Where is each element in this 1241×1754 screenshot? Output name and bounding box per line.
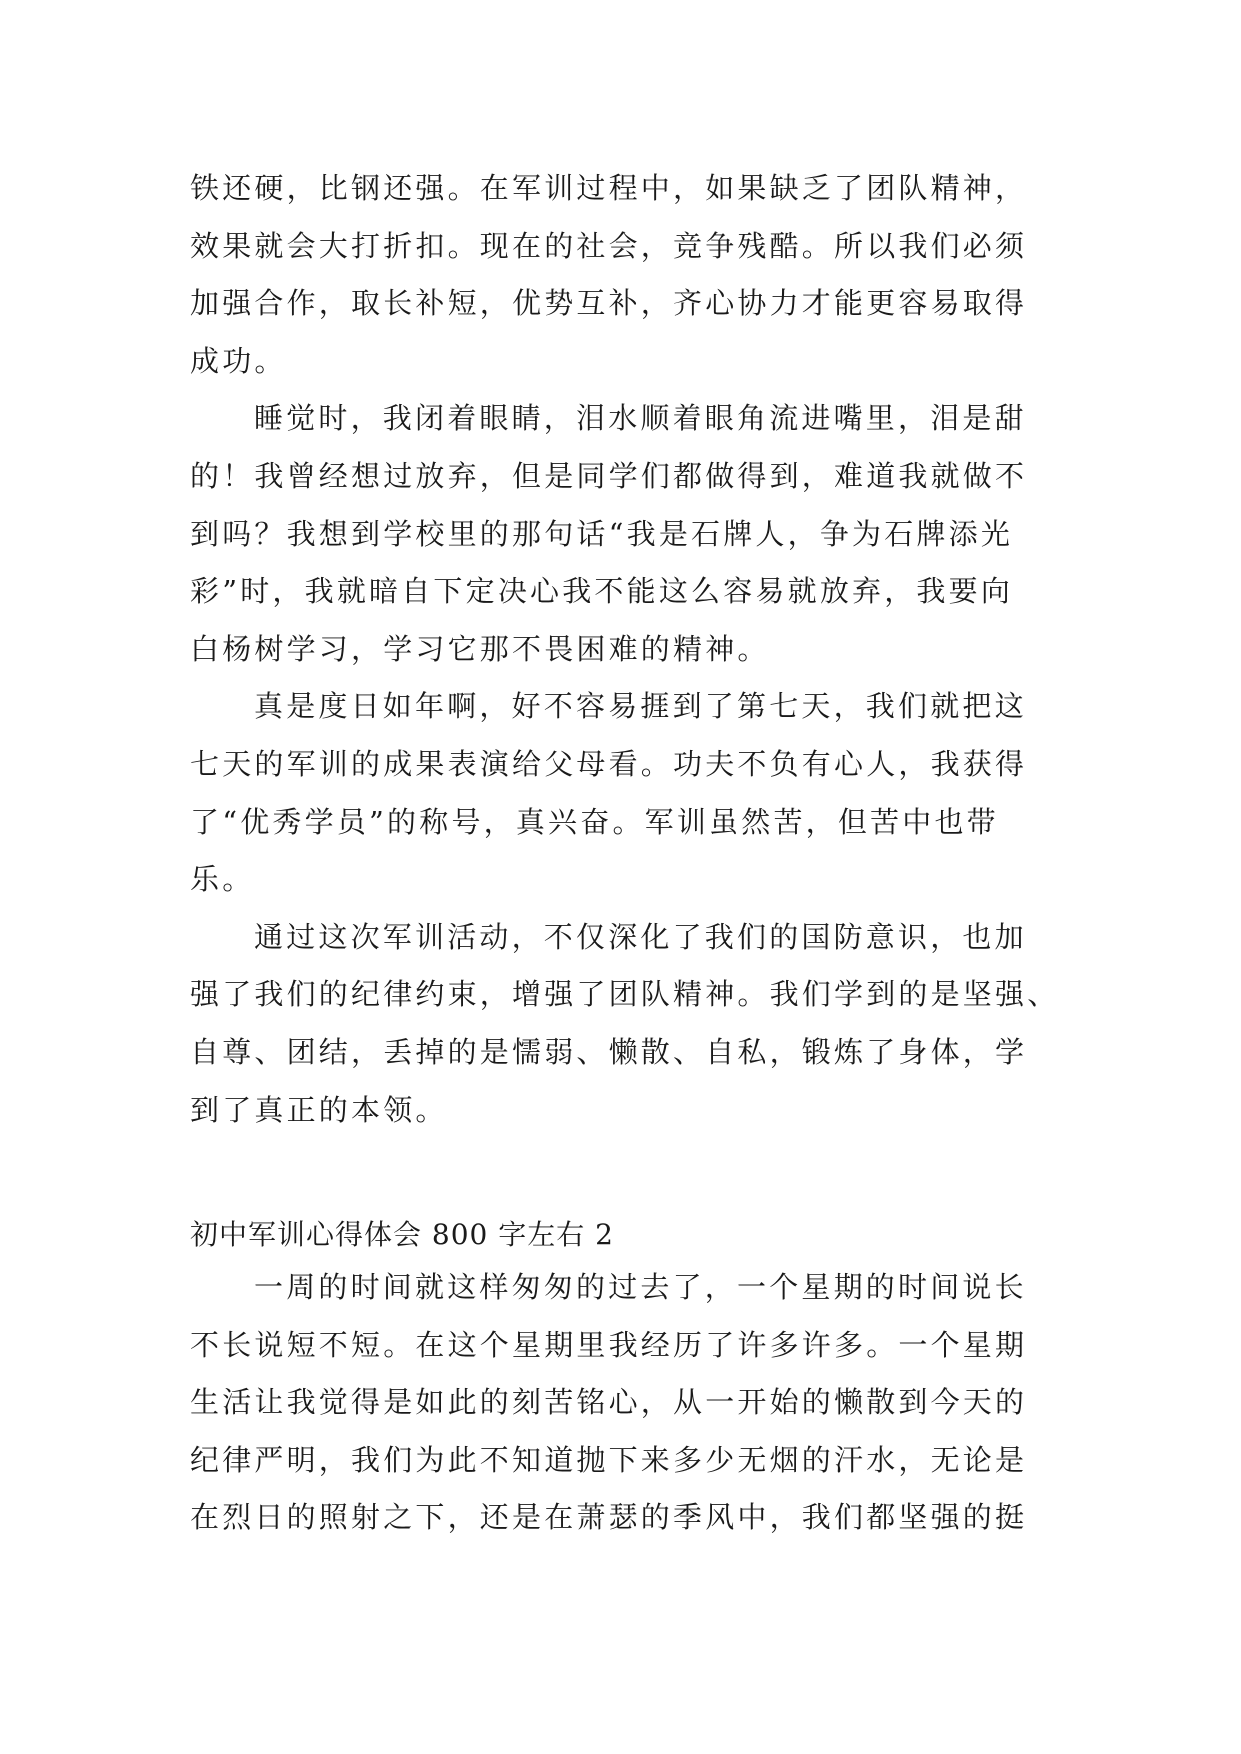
text-line: 强了我们的纪律约束，增强了团队精神。我们学到的是坚强、 <box>190 977 1060 1012</box>
text-line: 乐。 <box>190 862 255 897</box>
section-spacer <box>190 1139 1060 1211</box>
text-line: 了“优秀学员”的称号，真兴奋。军训虽然苦，但苦中也带 <box>190 804 999 839</box>
text-line: 成功。 <box>190 343 287 378</box>
text-line: 睡觉时，我闭着眼睛，泪水顺着眼角流进嘴里，泪是甜 <box>254 401 1027 436</box>
text-line: 在烈日的照射之下，还是在萧瑟的季风中，我们都坚强的挺 <box>190 1500 1028 1535</box>
paragraph <box>190 390 1060 678</box>
text-line: 加强合作，取长补短，优势互补，齐心协力才能更容易取得 <box>190 286 1028 321</box>
paragraph <box>190 160 1060 390</box>
text-line: 自尊、团结，丢掉的是懦弱、懒散、自私，锻炼了身体，学 <box>190 1034 1028 1069</box>
text-line: 不长说短不短。在这个星期里我经历了许多许多。一个星期 <box>190 1327 1028 1362</box>
text-line: 生活让我觉得是如此的刻苦铭心，从一开始的懒散到今天的 <box>190 1385 1028 1420</box>
section-title: 初中军训心得体会 800 字左右 2 <box>190 1218 614 1252</box>
text-line: 到了真正的本领。 <box>190 1092 448 1127</box>
document-body <box>190 160 1060 1547</box>
text-line: 到吗？我想到学校里的那句话“我是石牌人，争为石牌添光 <box>190 516 1014 551</box>
text-line: 铁还硬，比钢还强。在军训过程中，如果缺乏了团队精神， <box>190 171 1028 205</box>
paragraph <box>190 909 1060 1139</box>
text-line: 彩”时，我就暗自下定决心我不能这么容易就放弃，我要向 <box>190 574 1014 609</box>
text-line: 纪律严明，我们为此不知道抛下来多少无烟的汗水，无论是 <box>190 1442 1028 1477</box>
text-line: 一周的时间就这样匆匆的过去了，一个星期的时间说长 <box>254 1270 1027 1305</box>
text-line: 通过这次军训活动，不仅深化了我们的国防意识，也加 <box>254 919 1027 954</box>
text-line: 七天的军训的成果表演给父母看。功夫不负有心人，我获得 <box>190 746 1028 781</box>
paragraph <box>190 678 1060 908</box>
text-line: 真是度日如年啊，好不容易捱到了第七天，我们就把这 <box>254 689 1027 724</box>
paragraph <box>190 1259 1060 1547</box>
text-line: 效果就会大打折扣。现在的社会，竞争残酷。所以我们必须 <box>190 228 1028 263</box>
text-line: 白杨树学习，学习它那不畏困难的精神。 <box>190 631 770 666</box>
text-line: 的！我曾经想过放弃，但是同学们都做得到，难道我就做不 <box>190 458 1028 493</box>
